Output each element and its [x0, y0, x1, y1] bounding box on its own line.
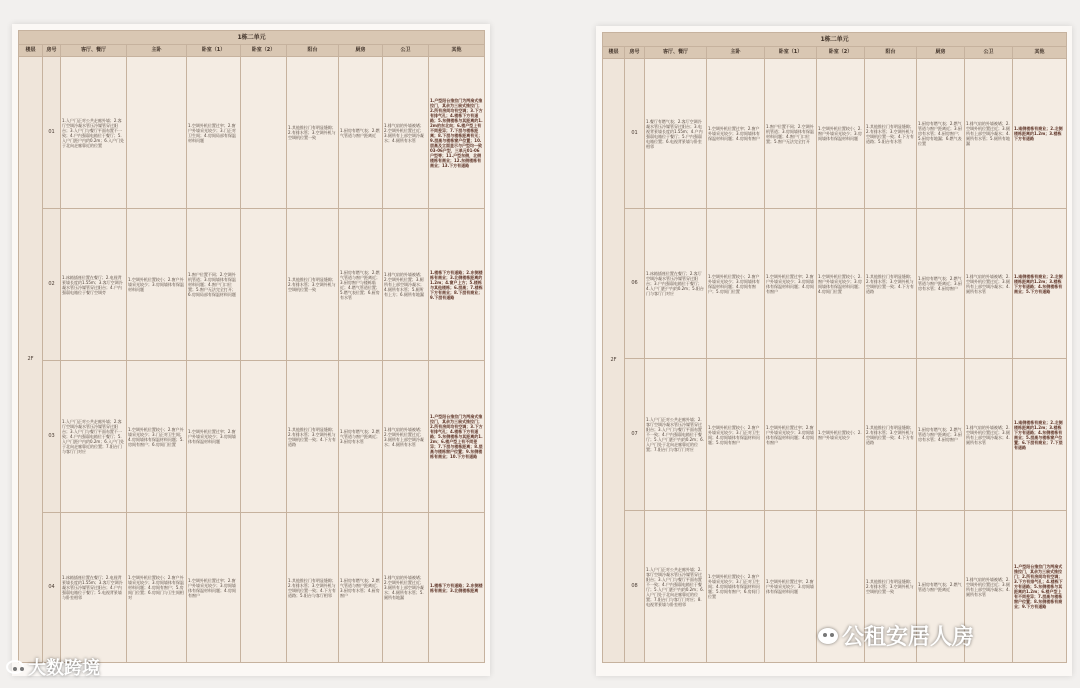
column-header: 阳台 [287, 45, 339, 57]
column-header: 其他 [1013, 47, 1067, 59]
room-number-cell: 01 [625, 59, 645, 209]
balcony-cell: 1.其他推拉门有明显缝隙；2.有排水管；3.空调外机与空调机位置一致；4.下方有道路 [865, 209, 917, 359]
balcony-cell: 1.其他推拉门有明显缝隙；2.有排水管；3.空调外机与空调机位置一致；4.下方有道路 [287, 361, 339, 513]
bedroom2-cell: 1.空调外机位置较小；2.窗户外墙采光较少 [817, 359, 865, 511]
master-bedroom-cell: 1.空调外机位置较小；2.窗户外墙采光较少；3.门正对卫生间；4.房间墙体有保温材料问题；5.房间有窗户 [707, 359, 765, 511]
watermark-logo-left [6, 654, 100, 680]
bedroom2-cell: 1.空调外机位置较小；2.窗户外墙采光较少；3.房间墙体有保温材料问题；4.房间门位置 [817, 209, 865, 359]
inspection-table-left [18, 30, 485, 663]
bedroom1-cell: 1.空调外机位置过窄；2.窗户外墙采光较少；3.房间墙体有保温材料问题；4.房间有窗户 [765, 209, 817, 359]
floor-cell: 2F [19, 57, 43, 663]
document-page-right [596, 26, 1072, 676]
bedroom1-cell: 1.窗户位置不同；2.空调外机管道；3.房间墙体有保温材料问题；4.窗户门口位置；5.窗户无法完全打开；6.房间局部有保温材料问题 [187, 209, 241, 361]
living-cell: 1.入户门正对公共走廊外墙；2.客厅空调冷凝水管压冷媒管穿过阳台；3.入户门与餐厅平面布置不一致；4.户内强弱电箱位于餐厅；5.入户门距户内约0.2m；6.入户门处于北向走廊靠近的位置；7.阳台门与客厅门对应 [645, 359, 707, 511]
table-title: 1栋二单元 [19, 31, 485, 45]
bedroom1-cell: 1.空调外机位置过窄；2.窗户外墙采光较少；3.房间墙体有保温材料问题；4.房间有窗户 [765, 359, 817, 511]
inspection-table-right [602, 32, 1067, 663]
master-bedroom-cell: 1.空调外机位置过窄；2.窗户外墙采光较少；3.房间墙体有保温材料问题；4.房间有窗户 [707, 59, 765, 209]
bathroom-cell: 1.排气扇的外墙被堵；2.空调外机位置过近；3.厕所有上部空调冷凝水；4.厕所有水管；5.厕所有地漏 [965, 59, 1013, 209]
column-header: 厨房 [917, 47, 965, 59]
kitchen-cell: 1.厨房有燃气表；2.燃气管道与窗户距离近；3.厨房有水管；4.厨房窗户 [339, 513, 383, 663]
watermark-text: 公租安居人房 [842, 625, 975, 650]
kitchen-cell: 1.厨房有燃气表；2.燃气管道与窗户距离近；3.厨房有水管；4.厨房窗户 [917, 359, 965, 511]
column-header: 楼层 [19, 45, 43, 57]
watermark-text: 大数跨境 [28, 658, 100, 679]
bedroom2-cell [241, 361, 287, 513]
other-cell: 1.南侧楼栋有商业；2.北侧楼栋距离约1.2m；3.楼栋下方有道路；4.东侧楼栋有商业；5.层高与楼栋窗户位置；6.下层有商业；7.下层有道路 [1013, 359, 1067, 511]
master-bedroom-cell: 1.空调外机位置较小；2.窗户外墙采光较少；3.房间墙体有保温材料问题；4.房间有窗户；5.房间门位置；6.房间门与卫生间相对 [127, 513, 187, 663]
bathroom-cell: 1.排气扇的外墙被堵；2.空调外机位置过近；3.厕所有上部空调冷凝水；4.厕所有水管；5.厕所有地漏 [383, 513, 429, 663]
table-row [19, 361, 485, 513]
kitchen-cell: 1.厨房有燃气表；2.燃气管道与窗户距离近；3.厨房有水管；4.厨房窗户 [917, 209, 965, 359]
kitchen-cell: 1.厨房有燃气表；2.燃气管道与窗户距离近 [339, 57, 383, 209]
column-header: 卧室（1） [765, 47, 817, 59]
table-row [19, 209, 485, 361]
room-number-cell: 07 [625, 359, 645, 511]
bedroom2-cell [241, 209, 287, 361]
column-header: 主卧 [127, 45, 187, 57]
column-header: 卧室（2） [241, 45, 287, 57]
master-bedroom-cell: 1.空调外机位置较小；2.窗户外墙采光较少；3.房间墙体有保温材料问题 [127, 209, 187, 361]
living-cell: 1.冰箱插座位置在餐厅；2.电视背景墙长度约1.55m；3.客厅空调冷凝水管压冷媒管穿过阳台；4.户内强弱电箱位于餐厅空调旁 [61, 209, 127, 361]
balcony-cell: 1.其他推拉门有明显缝隙；2.有排水管；3.空调外机与空调机位置一致；4.下方有道路；5.阳台与客厅相邻 [287, 513, 339, 663]
other-cell: 1.户型阳台推拉门为两扇式推拉门，其余为三扇式推拉门；2.所有房间均有空调；3.下方有排气孔；4.楼栋下方有道路；5.东侧楼栋与其距离约1.2m的东北向；6.楼户型上有不同差异；7.下层与楼栋距离；8.下层与楼栋距离有无；9.层高与楼栋窗户位置；10.层高及立面显示与户型均一致03-06户型，三单元01-06户型等；11.户型东侧，北侧楼栋有商业；12.东侧楼栋有商业；13.下方有道路 [429, 57, 485, 209]
living-cell: 1.冰箱插座位置在餐厅；2.客厅空调冷凝水管压冷媒管穿过阳台；3.户内强弱电箱位于餐厅；4.入户门距户内约0.2m；5.阳台门与客厅门对应 [645, 209, 707, 359]
kitchen-cell: 1.厨房有燃气表；2.燃气管道与窗户距离近；3.厨房窗户与楼栋临近；4.燃气管道位置；5.燃气表位置；6.厨房有水管 [339, 209, 383, 361]
column-header: 卧室（1） [187, 45, 241, 57]
bathroom-cell: 1.排气扇的外墙被堵；2.空调外机位置过近；3.厕所有上部空调冷凝水；4.厕所有水管 [965, 359, 1013, 511]
column-header: 主卧 [707, 47, 765, 59]
column-header: 其他 [429, 45, 485, 57]
balcony-cell: 1.其他推拉门有明显缝隙；2.有排水管；3.空调外机与空调机位置一致；4.下方有道路 [865, 359, 917, 511]
other-cell: 1.户型阳台推拉门为两扇式推拉门，其余为三扇式推拉门；2.所有房间均有空调；3.下方有排气孔；4.楼栋下方有道路；5.东侧楼栋与其距离约1.2m；6.楼户型上有不同差异；7.下层与楼栋距离；8.层高与楼栋窗户位置；9.东侧楼栋有商业；10.下方有道路 [429, 361, 485, 513]
master-bedroom-cell [127, 57, 187, 209]
living-cell: 1.冰箱插座位置在餐厅；2.电视背景墙长度约1.55m；3.客厅空调冷凝水管压冷媒管穿过阳台；4.户内强弱电箱位于餐厅；5.电视背景墙与卧室相邻 [61, 513, 127, 663]
table-title: 1栋二单元 [603, 33, 1067, 47]
room-number-cell: 03 [43, 361, 61, 513]
wechat-icon [818, 628, 838, 644]
room-number-cell: 01 [43, 57, 61, 209]
bathroom-cell: 1.排气扇的外墙被堵；2.空调外机位置过近；3.厕所有上部空调冷凝水；4.厕所有水管 [383, 361, 429, 513]
bedroom2-cell [241, 513, 287, 663]
floor-cell: 2F [603, 59, 625, 663]
kitchen-cell: 1.厨房有燃气表；2.燃气管道与窗户距离近；3.厨房有水管；4.厨房窗户；5.厨房有地漏；6.燃气表位置 [917, 59, 965, 209]
column-header: 房号 [625, 47, 645, 59]
brand-logo-icon [6, 660, 24, 674]
balcony-cell: 1.其他推拉门有明显缝隙；2.有排水管；3.空调外机与空调机位置一致 [287, 209, 339, 361]
living-cell: 1.入户门正对公共走廊外墙；2.客厅空调冷凝水管压冷媒管穿过阳台；3.入户门与餐厅平面布置不一致；4.户内强弱电箱位于餐厅；5.入户门距户内约0.2m；6.入户门处于北向走廊靠近的位置；7.阳台门与客厅门对应 [61, 361, 127, 513]
living-cell: 1.入户门正对公共走廊外墙；2.客厅空调冷凝水管压冷媒管穿过阳台；3.入户门与餐厅平面布置不一致；4.户内强弱电箱位于餐厅；5.入户门距户内约0.2m；6.入户门处于北向走廊靠近的位置 [61, 57, 127, 209]
balcony-cell: 1.其他推拉门有明显缝隙；2.有排水管；3.空调外机与空调机位置一致；4.下方有道路；5.阳台有水管 [865, 59, 917, 209]
master-bedroom-cell: 1.空调外机位置较小；2.窗户外墙采光较少；3.门正对卫生间；4.房间墙体有保温材料问题；5.房间有窗户；6.房间门位置 [127, 361, 187, 513]
room-number-cell: 02 [43, 209, 61, 361]
bedroom1-cell: 1.窗户位置不同；2.空调外机管道；3.房间墙体有保温材料问题；4.窗户门口位置；5.窗户无法完全打开 [765, 59, 817, 209]
bedroom1-cell: 1.空调外机位置过窄；2.窗户外墙采光较少；3.房间墙体有保温材料问题 [765, 511, 817, 663]
living-cell: 1.餐厅有燃气表；2.客厅空调冷凝水管压冷媒管穿过阳台；3.电视背景墙长度约1.55m；4.户内强弱电箱位于餐厅；5.户内强弱电箱位置；6.电视背景墙与卧室相邻 [645, 59, 707, 209]
document-page-left [12, 24, 490, 676]
table-row [19, 57, 485, 209]
other-cell: 1.楼栋下方有道路；2.东侧楼栋有商业；3.北侧楼栋距离约1.2m；4.窗户上方；5.楼栋与其他楼栋；6.层高；7.楼栋下方有商业；8.下层有商业；9.下层有道路 [429, 209, 485, 361]
other-cell: 1.南侧楼栋有商业；2.北侧楼栋距离约1.2m；3.楼栋下方有道路；4.东侧楼栋有商业；5.下方有道路 [1013, 209, 1067, 359]
bedroom2-cell [241, 57, 287, 209]
bathroom-cell: 1.排气扇的外墙被堵；2.空调外机位置过近；3.厕所有上部空调冷凝水；4.厕所有水管 [965, 209, 1013, 359]
room-number-cell: 04 [43, 513, 61, 663]
table-row [19, 513, 485, 663]
column-header: 公卫 [965, 47, 1013, 59]
bathroom-cell: 1.排气扇的外墙被堵；2.空调外机位置；3.厕所有上部空调冷凝水；4.厕所有水管；5.厕所有上方；6.厕所有地漏 [383, 209, 429, 361]
room-number-cell: 08 [625, 511, 645, 663]
kitchen-cell: 1.厨房有燃气表；2.燃气管道与窗户距离近 [917, 511, 965, 663]
other-cell: 1.户型阳台推拉门为两扇式推拉门，其余为三扇式推拉门；2.所有房间均有空调；3.下方有排气孔；4.楼栋下方有道路；5.东侧楼栋与其距离约1.2m；6.楼户型上有不同差异；7.层高与楼栋窗户位置；8.东侧楼栋有商业；9.下方有道路 [1013, 511, 1067, 663]
master-bedroom-cell: 1.空调外机位置较小；2.窗户外墙采光较少；3.门正对卫生间；4.房间墙体有保温材料问题；5.房间有窗户；6.房间门位置 [707, 511, 765, 663]
bathroom-cell: 1.排气扇的外墙被堵；2.空调外机位置过近；3.厕所有上部空调冷凝水；4.厕所有水管 [383, 57, 429, 209]
column-header: 客厅、餐厅 [61, 45, 127, 57]
room-number-cell: 06 [625, 209, 645, 359]
column-header: 公卫 [383, 45, 429, 57]
column-header: 阳台 [865, 47, 917, 59]
column-header: 卧室（2） [817, 47, 865, 59]
master-bedroom-cell: 1.空调外机位置较小；2.窗户外墙采光较少；3.房间墙体有保温材料问题；4.房间有窗户；5.房间门位置 [707, 209, 765, 359]
watermark-logo-right [818, 620, 974, 651]
table-row [603, 209, 1067, 359]
bedroom2-cell: 1.空调外机位置较小；2.窗户外墙采光较少；3.房间墙体有保温材料问题 [817, 59, 865, 209]
table-row [603, 359, 1067, 511]
balcony-cell: 1.其他推拉门有明显缝隙；2.有排水管；3.空调外机与空调机位置一致 [287, 57, 339, 209]
bathroom-cell: 1.排气扇的外墙被堵；2.空调外机位置过近；3.厕所有上部空调冷凝水；4.厕所有水管 [965, 511, 1013, 663]
balcony-cell: 1.其他推拉门有明显缝隙；2.有排水管；3.空调外机与空调机位置一致 [865, 511, 917, 663]
column-header: 客厅、餐厅 [645, 47, 707, 59]
other-cell: 1.楼栋下方有道路；2.东侧楼栋有商业；3.北侧楼栋距离 [429, 513, 485, 663]
column-header: 房号 [43, 45, 61, 57]
kitchen-cell: 1.厨房有燃气表；2.燃气管道与窗户距离近；3.厨房有水管 [339, 361, 383, 513]
other-cell: 1.南侧楼栋有商业；2.北侧楼栋距离约1.2m；3.楼栋下方有道路 [1013, 59, 1067, 209]
bedroom1-cell: 1.空调外机位置过窄；2.窗户外墙采光较少；3.房间墙体有保温材料问题 [187, 361, 241, 513]
living-cell: 1.入户门正对公共走廊外墙；2.客厅空调冷凝水管压冷媒管穿过阳台；3.入户门与餐厅平面布置不一致；4.户内强弱电箱位于餐厅；5.入户门距户内约0.2m；6.入户门处于北向走廊靠近的位置；7.阳台门与客厅门对应；8.电视背景墙与卧室相邻 [645, 511, 707, 663]
column-header: 厨房 [339, 45, 383, 57]
column-header: 楼层 [603, 47, 625, 59]
bedroom1-cell: 1.空调外机位置过窄；2.窗户外墙采光较少；3.房间墙体有保温材料问题；4.房间有窗户 [187, 513, 241, 663]
table-row [603, 59, 1067, 209]
bedroom1-cell: 1.空调外机位置过窄；2.窗户外墙采光较少；3.门正对卫生间；4.房间局部有保温材料问题 [187, 57, 241, 209]
